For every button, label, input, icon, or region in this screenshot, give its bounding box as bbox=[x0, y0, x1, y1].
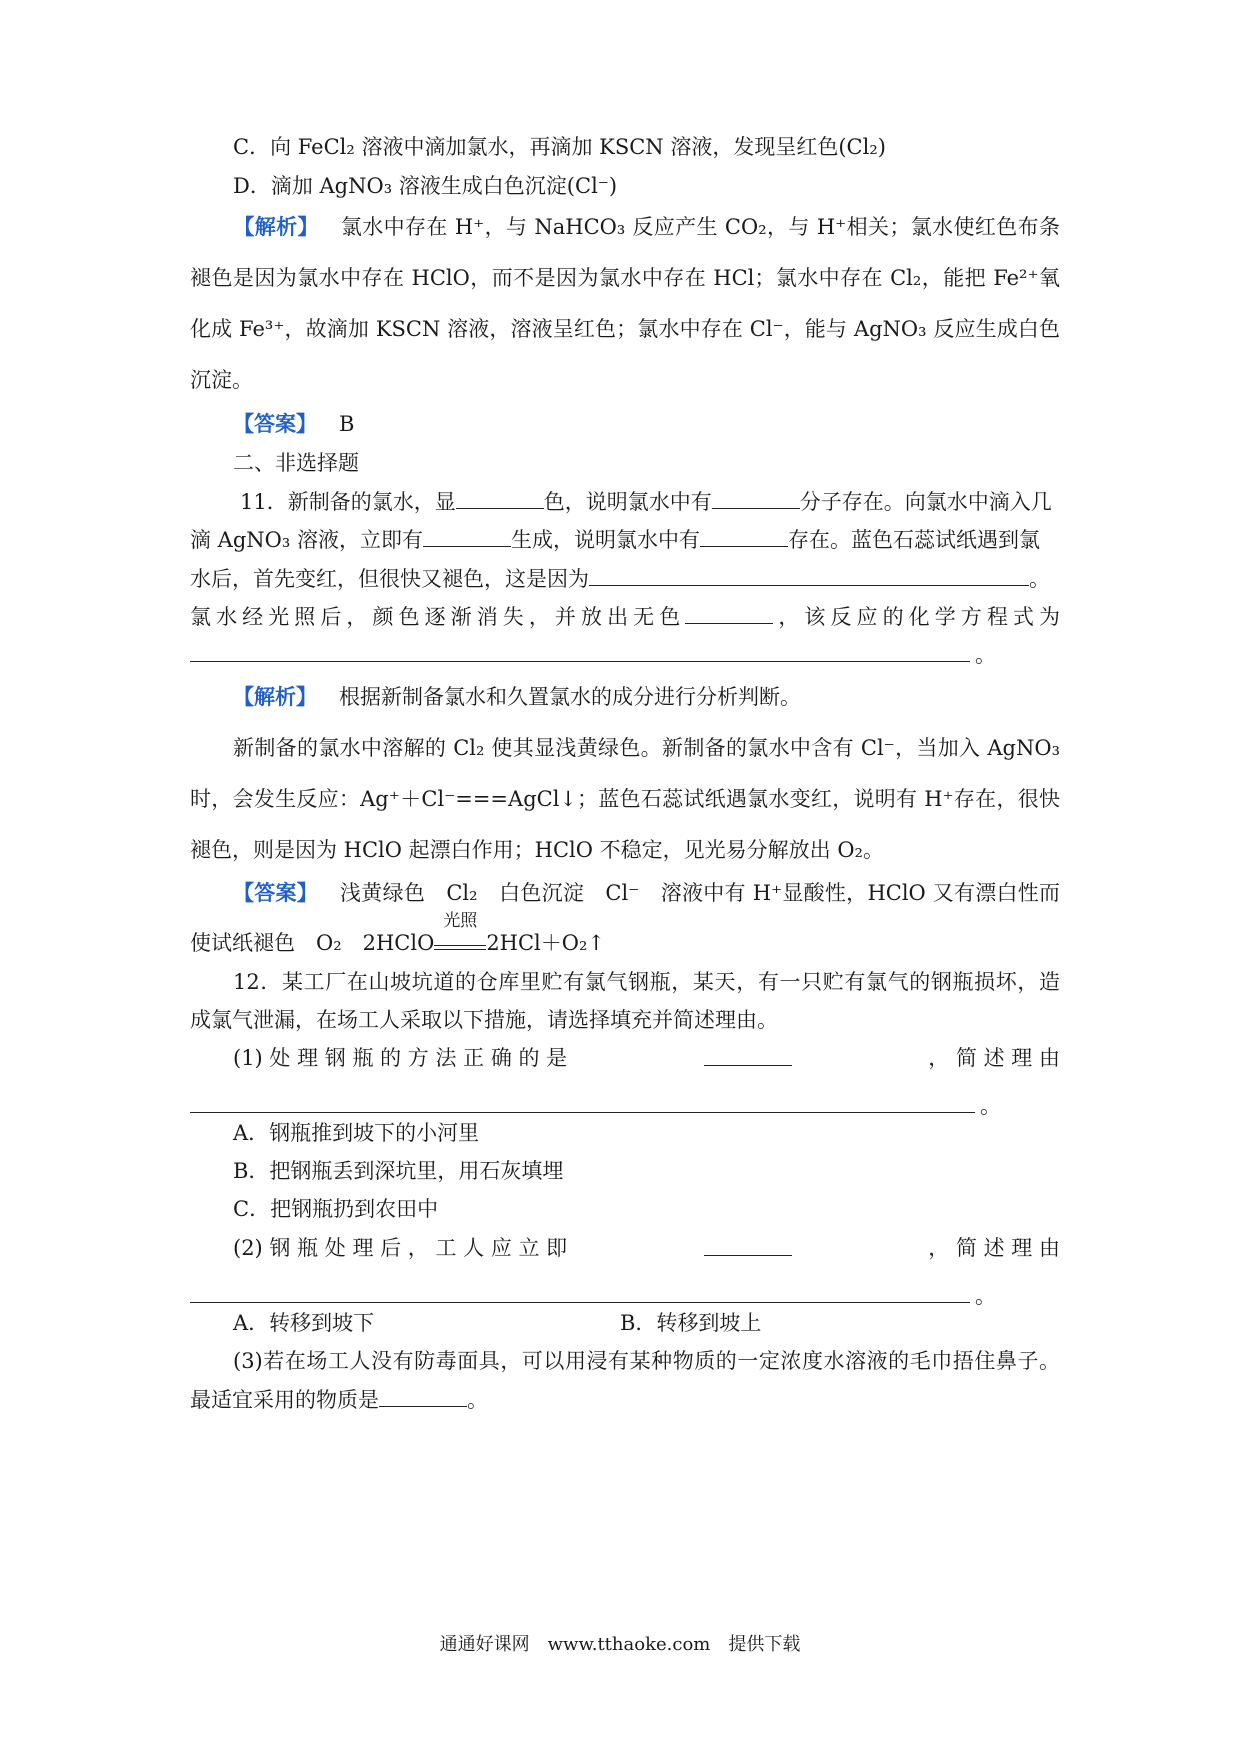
q10-analysis-line-1: 【解析】 氯水中存在 H⁺，与 NaHCO₃ 反应产生 CO₂，与 H⁺相关；氯水使红色布条 bbox=[233, 214, 1060, 239]
option-c: C．向 FeCl₂ 溶液中滴加氯水，再滴加 KSCN 溶液，发现呈红色(Cl₂) bbox=[233, 135, 886, 159]
q11-line-3: 水后，首先变红，但很快又褪色，这是因为 。 bbox=[190, 563, 1060, 594]
q12-reason-blank-1[interactable] bbox=[190, 1112, 975, 1113]
q12-stem-line-1: 12．某工厂在山坡坑道的仓库里贮有氯气钢瓶，某天，有一只贮有氯气的钢瓶损坏，造 bbox=[233, 970, 1060, 994]
q11-analysis-line-4: 褪色，则是因为 HClO 起漂白作用；HClO 不稳定，见光易分解放出 O₂。 bbox=[190, 838, 884, 862]
q12-part-3-line-2: 最适宜采用的物质是 。 bbox=[190, 1384, 488, 1415]
q11-line-2: 滴 AgNO₃ 溶液，立即有 生成，说明氯水中有 存在。蓝色石蕊试纸遇到氯 bbox=[190, 524, 1060, 555]
q11-line-1: 11．新制备的氯水，显 色，说明氯水中有 分子存在。向氯水中滴入几 bbox=[240, 486, 1060, 517]
q11-analysis-line-2: 新制备的氯水中溶解的 Cl₂ 使其显浅黄绿色。新制备的氯水中含有 Cl⁻，当加入 AgNO₃ bbox=[233, 736, 1060, 760]
q11-line-4: 氯水经光照后，颜色逐渐消失，并放出无色 ，该反应的化学方程式为 bbox=[190, 601, 1060, 632]
q11-analysis: 【解析】 根据新制备氯水和久置氯水的成分进行分析判断。 bbox=[233, 684, 801, 709]
q12-option-b: B．把钢瓶丢到深坑里，用石灰填埋 bbox=[233, 1159, 564, 1183]
reaction-condition: 光照 bbox=[434, 933, 486, 950]
q12-part-3-line-1: (3)若在场工人没有防毒面具，可以用浸有某种物质的一定浓度水溶液的毛巾捂住鼻子。 bbox=[233, 1349, 1060, 1373]
q12-part-1: (1) 处 理 钢 瓶 的 方 法 正 确 的 是 ， 简 述 理 由 bbox=[233, 1043, 1060, 1073]
q11-blank-6[interactable] bbox=[685, 601, 773, 624]
q12-blank-2[interactable] bbox=[704, 1233, 792, 1256]
answer-tag: 【答案】 bbox=[233, 411, 317, 436]
option-d: D．滴加 AgNO₃ 溶液生成白色沉淀(Cl⁻) bbox=[233, 174, 618, 198]
analysis-tag: 【解析】 bbox=[233, 684, 317, 709]
q11-blank-3[interactable] bbox=[423, 524, 511, 547]
q11-line-5-end: 。 bbox=[975, 643, 996, 667]
q12-part-2-option-a: A．转移到坡下 bbox=[233, 1311, 375, 1335]
q11-blank-5[interactable] bbox=[589, 563, 1029, 586]
q12-blank-3[interactable] bbox=[379, 1384, 467, 1407]
q11-analysis-line-3: 时，会发生反应：Ag⁺＋Cl⁻===AgCl↓；蓝色石蕊试纸遇氯水变红，说明有 H⁺存在，很快 bbox=[190, 787, 1060, 811]
answer-tag: 【答案】 bbox=[233, 880, 319, 905]
q12-part-2-option-b: B．转移到坡上 bbox=[620, 1311, 762, 1335]
q10-answer bbox=[233, 409, 354, 439]
q12-part-2: (2) 钢 瓶 处 理 后 ， 工 人 应 立 即 ， 简 述 理 由 bbox=[233, 1233, 1060, 1263]
q12-part-2-end: 。 bbox=[975, 1284, 996, 1308]
section-title: 二、非选择题 bbox=[233, 451, 359, 475]
page-footer: 通通好课网 www.tthaoke.com 提供下载 bbox=[439, 1634, 801, 1655]
q10-analysis-line-4: 沉淀。 bbox=[190, 368, 253, 392]
q11-answer-line-1: 【答案】 浅黄绿色 Cl₂ 白色沉淀 Cl⁻ 溶液中有 H⁺显酸性，HClO 又有漂白性而 bbox=[233, 880, 1060, 905]
q12-stem-line-2: 成氯气泄漏，在场工人采取以下措施，请选择填充并简述理由。 bbox=[190, 1008, 778, 1032]
q11-blank-1[interactable] bbox=[456, 486, 544, 509]
q12-reason-blank-2[interactable] bbox=[190, 1302, 970, 1303]
q11-blank-2[interactable] bbox=[712, 486, 800, 509]
q12-blank-1[interactable] bbox=[704, 1043, 792, 1066]
q12-option-c: C．把钢瓶扔到农田中 bbox=[233, 1197, 439, 1221]
q12-option-a: A．钢瓶推到坡下的小河里 bbox=[233, 1121, 480, 1145]
q11-blank-4[interactable] bbox=[700, 524, 788, 547]
q10-analysis-line-3: 化成 Fe³⁺，故滴加 KSCN 溶液，溶液呈红色；氯水中存在 Cl⁻，能与 AgNO₃ 反应生成白色 bbox=[190, 317, 1060, 341]
q10-analysis-line-2: 褪色是因为氯水中存在 HClO，而不是因为氯水中存在 HCl；氯水中存在 Cl₂，能把 Fe²⁺氧 bbox=[190, 266, 1060, 290]
q11-answer-line-2: 使试纸褪色 O₂ 2HClO 光照 2HCl＋O₂↑ bbox=[190, 911, 606, 955]
q12-part-1-end: 。 bbox=[980, 1094, 1001, 1118]
q10-answer-value: B bbox=[339, 412, 355, 436]
analysis-tag: 【解析】 bbox=[233, 214, 319, 239]
q11-blank-7[interactable] bbox=[190, 661, 970, 662]
